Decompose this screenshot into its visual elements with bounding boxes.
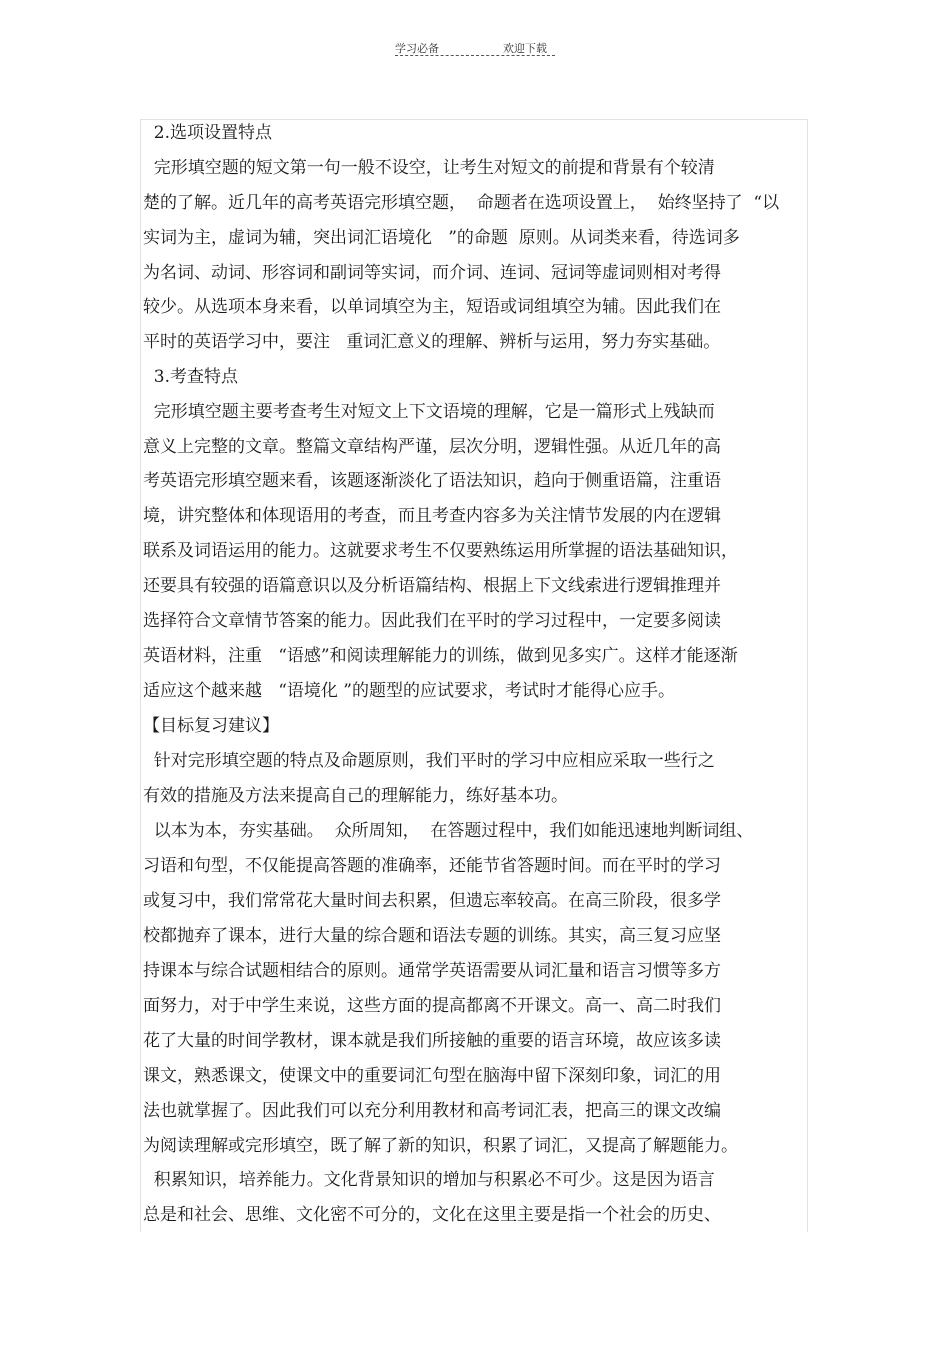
- text-line: 面努力，对于中学生来说，这些方面的提高都离不开课文。高一、高二时我们: [143, 996, 721, 1016]
- text-line: 习语和句型，不仅能提高答题的准确率，还能节省答题时间。而在平时的学习: [143, 856, 721, 876]
- text-line: 2.选项设置特点: [143, 123, 273, 143]
- text-line: 【目标复习建议】: [143, 716, 279, 736]
- text-line: 为阅读理解或完形填空，既了解了新的知识，积累了词汇，又提高了解题能力。: [143, 1136, 738, 1156]
- text-line: 境，讲究整体和体现语用的考查，而且考查内容多为关注情节发展的内在逻辑: [143, 506, 721, 526]
- text-line: 有效的措施及方法来提高自己的理解能力，练好基本功。: [143, 786, 568, 806]
- page-header: [395, 38, 555, 58]
- text-line: 实词为主，虚词为辅，突出词汇语境化 ”的命题 原则。从词类来看，待选词多: [143, 228, 740, 248]
- text-line: 花了大量的时间学教材，课本就是我们所接触的重要的语言环境，故应该多读: [143, 1031, 721, 1051]
- text-line: 还要具有较强的语篇意识以及分析语篇结构、根据上下文线索进行逻辑推理并: [143, 576, 721, 596]
- text-line: 较少。从选项本身来看，以单词填空为主，短语或词组填空为辅。因此我们在: [143, 297, 721, 317]
- text-line: 针对完形填空题的特点及命题原则，我们平时的学习中应相应采取一些行之: [143, 751, 715, 771]
- text-line: 完形填空题的短文第一句一般不设空，让考生对短文的前提和背景有个较清: [143, 158, 715, 178]
- text-line: 为名词、动词、形容词和副词等实词，而介词、连词、冠词等虚词则相对考得: [143, 263, 721, 283]
- header-left-text: 学习必备: [395, 42, 439, 55]
- text-line: 总是和社会、思维、文化密不可分的，文化在这里主要是指一个社会的历史、: [143, 1205, 721, 1225]
- text-line: 3.考查特点: [143, 367, 239, 387]
- text-line: 楚的了解。近几年的高考英语完形填空题， 命题者在选项设置上， 始终坚持了 “以: [143, 193, 780, 213]
- text-line: 适应这个越来越 “语境化 ”的题型的应试要求，考试时才能得心应手。: [143, 681, 675, 701]
- header-right-text: 欢迎下载: [503, 42, 547, 55]
- text-line: 联系及词语运用的能力。这就要求考生不仅要熟练运用所掌握的语法基础知识，: [143, 541, 738, 561]
- header-dashed-rule: [395, 55, 555, 56]
- text-line: 积累知识，培养能力。文化背景知识的增加与积累必不可少。这是因为语言: [143, 1170, 715, 1190]
- text-line: 以本为本，夯实基础。 众所周知， 在答题过程中，我们如能迅速地判断词组、: [143, 821, 754, 841]
- text-line: 完形填空题主要考查考生对短文上下文语境的理解，它是一篇形式上残缺而: [143, 402, 715, 422]
- text-line: 持课本与综合试题相结合的原则。通常学英语需要从词汇量和语言习惯等多方: [143, 961, 721, 981]
- text-line: 法也就掌握了。因此我们可以充分利用教材和高考词汇表，把高三的课文改编: [143, 1101, 721, 1121]
- text-line: 平时的英语学习中，要注 重词汇意义的理解、辨析与运用，努力夯实基础。: [143, 332, 721, 352]
- text-line: 课文，熟悉课文，使课文中的重要词汇句型在脑海中留下深刻印象，词汇的用: [143, 1066, 721, 1086]
- text-line: 考英语完形填空题来看，该题逐渐淡化了语法知识，趋向于侧重语篇，注重语: [143, 471, 721, 491]
- text-line: 意义上完整的文章。整篇文章结构严谨，层次分明，逻辑性强。从近几年的高: [143, 437, 721, 457]
- text-line: 英语材料，注重 “语感”和阅读理解能力的训练，做到见多实广。这样才能逐渐: [143, 646, 738, 666]
- text-line: 校都抛弃了课本，进行大量的综合题和语法专题的训练。其实，高三复习应坚: [143, 926, 721, 946]
- text-line: 或复习中，我们常常花大量时间去积累，但遗忘率较高。在高三阶段，很多学: [143, 891, 721, 911]
- text-line: 选择符合文章情节答案的能力。因此我们在平时的学习过程中，一定要多阅读: [143, 611, 721, 631]
